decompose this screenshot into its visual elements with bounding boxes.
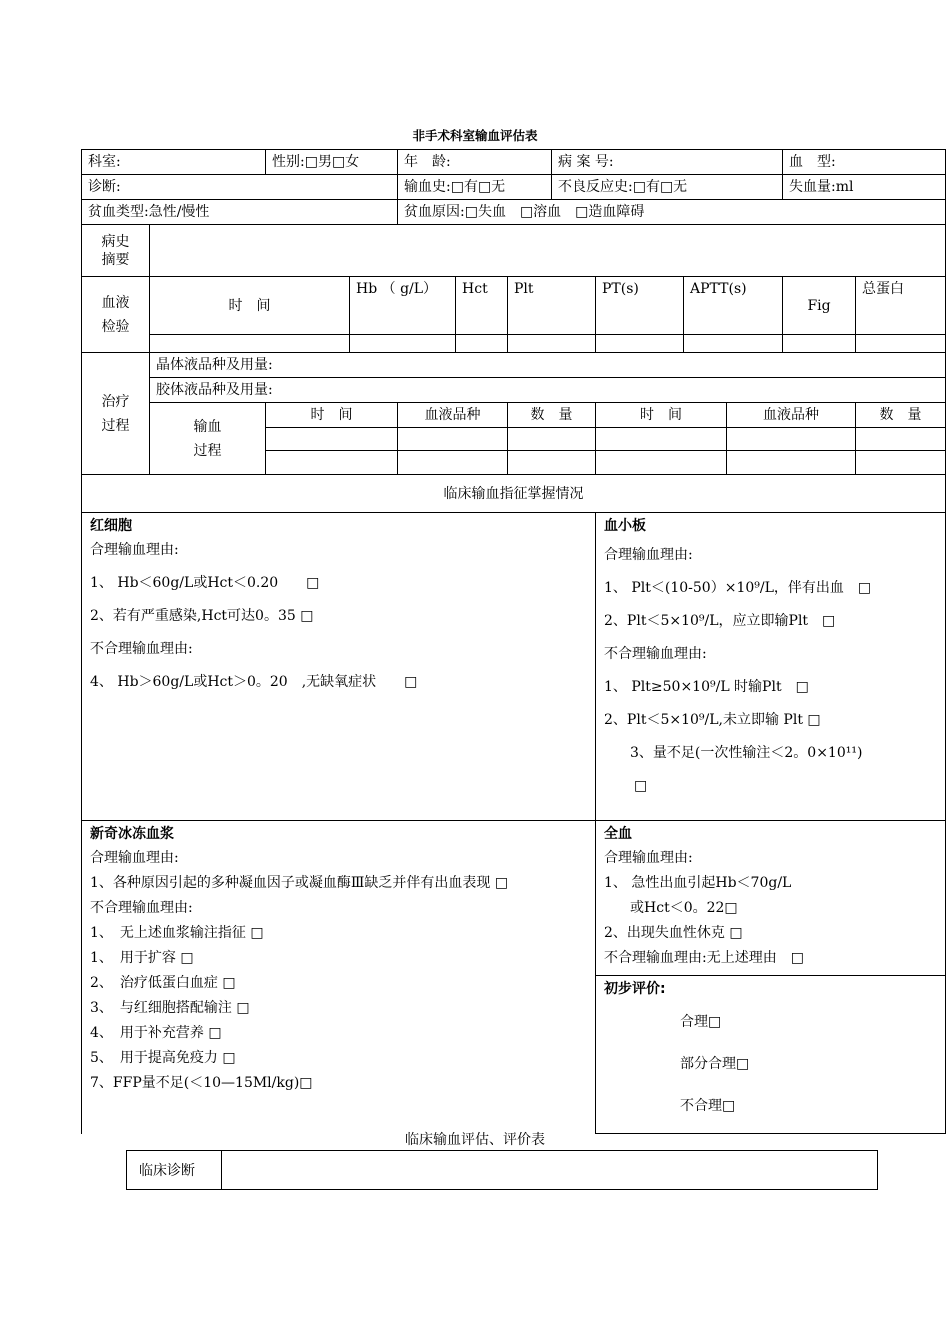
gender-cell[interactable]: 性别:□男□女: [266, 150, 398, 175]
platelet-reason-1[interactable]: 1、 Plt＜(10-50）×10⁹/L，伴有出血 □: [604, 580, 872, 596]
tx-cell[interactable]: [398, 428, 508, 451]
ffp-unreason-item[interactable]: 1、 用于扩容 □: [90, 950, 194, 966]
tx-header-time-2: 时 间: [596, 403, 727, 428]
evaluation-section: [596, 976, 946, 1134]
clinical-diagnosis-label: 临床诊断: [127, 1151, 222, 1190]
whole-blood-section: [596, 821, 946, 976]
evaluation-option-reasonable[interactable]: 合理□: [680, 1014, 722, 1030]
tx-cell[interactable]: [508, 451, 596, 475]
whole-blood-reasonable-label: 合理输血理由:: [604, 850, 693, 866]
tx-header-product-1: 血液品种: [398, 403, 508, 428]
ffp-unreason-item[interactable]: 2、 治疗低蛋白血症 □: [90, 975, 236, 991]
tx-cell[interactable]: [856, 451, 946, 475]
ffp-unreasonable-label: 不合理输血理由:: [90, 900, 193, 916]
ffp-unreason-item[interactable]: 5、 用于提高免疫力 □: [90, 1050, 236, 1066]
platelet-unreasonable-label: 不合理输血理由:: [604, 646, 707, 662]
rbc-title: 红细胞: [90, 518, 132, 534]
tx-header-qty-1: 数 量: [508, 403, 596, 428]
diagnosis-cell[interactable]: 诊断:: [82, 175, 398, 200]
rbc-reason-2[interactable]: 2、若有严重感染,Hct可达0。35 □: [90, 608, 314, 624]
indications-title: 临床输血指征掌握情况: [82, 475, 946, 513]
ffp-unreason-item[interactable]: 7、FFP量不足(＜10—15Ml/kg)□: [90, 1075, 313, 1091]
evaluation-option-partial[interactable]: 部分合理□: [680, 1056, 750, 1072]
lab-header-aptt: APTT(s): [684, 277, 783, 335]
lab-header-fig: Fig: [783, 277, 856, 335]
blood-type-cell[interactable]: 血 型:: [783, 150, 946, 175]
tx-cell[interactable]: [398, 451, 508, 475]
transfusion-history-cell[interactable]: 输血史:□有□无: [398, 175, 552, 200]
tx-cell[interactable]: [266, 451, 398, 475]
treatment-label: 治疗过程: [82, 353, 150, 475]
rbc-reason-1[interactable]: 1、 Hb＜60g/L或Hct＜0.20 □: [90, 575, 320, 591]
whole-blood-reason-2[interactable]: 2、出现失血性休克 □: [604, 925, 743, 941]
platelet-reason-2[interactable]: 2、Plt＜5×10⁹/L，应立即输Plt □: [604, 613, 836, 629]
lab-header-hb: Hb （ g/L）: [350, 277, 456, 335]
evaluation-table: [126, 1150, 878, 1190]
lab-header-pt: PT(s): [596, 277, 684, 335]
platelet-title: 血小板: [604, 518, 647, 534]
tx-cell[interactable]: [596, 428, 727, 451]
platelet-section: [596, 513, 946, 821]
ffp-section: [82, 821, 596, 1134]
whole-blood-reason-1[interactable]: 1、 急性出血引起Hb＜70g/L: [604, 875, 792, 891]
lab-label: 血液检验: [82, 277, 150, 353]
rbc-unreasonable-label: 不合理输血理由:: [90, 641, 193, 657]
tx-cell[interactable]: [727, 451, 856, 475]
ffp-title: 新奇冰冻血浆: [90, 826, 174, 842]
history-field[interactable]: [150, 225, 946, 277]
rbc-unreason-1[interactable]: 4、 Hb＞60g/L或Hct＞0。20 ,无缺氧症状 □: [90, 674, 418, 690]
rbc-reasonable-label: 合理输血理由:: [90, 542, 179, 558]
evaluation-title: 初步评价:: [604, 981, 666, 997]
adverse-history-cell[interactable]: 不良反应史:□有□无: [552, 175, 783, 200]
case-no-cell[interactable]: 病 案 号:: [552, 150, 783, 175]
ffp-unreason-item[interactable]: 4、 用于补充营养 □: [90, 1025, 222, 1041]
platelet-unreason-2[interactable]: 2、Plt＜5×10⁹/L,未立即输 Plt □: [604, 712, 821, 728]
whole-blood-reason-1b[interactable]: 或Hct＜0。22□: [630, 900, 738, 916]
whole-blood-unreasonable[interactable]: 不合理输血理由:无上述理由 □: [604, 950, 804, 966]
transfusion-form: [81, 149, 946, 1134]
tx-cell[interactable]: [727, 428, 856, 451]
platelet-unreason-1[interactable]: 1、 Plt≥50×10⁹/L 时输Plt □: [604, 679, 809, 695]
crystal-fluid-cell[interactable]: 晶体液品种及用量:: [150, 353, 946, 378]
platelet-unreason-3-checkbox[interactable]: □: [634, 778, 648, 794]
evaluation-option-unreasonable[interactable]: 不合理□: [680, 1098, 736, 1114]
dept-cell[interactable]: 科室:: [82, 150, 266, 175]
page-title: 非手术科室输血评估表: [412, 128, 538, 143]
evaluation-table-title: 临床输血评估、评价表: [405, 1132, 545, 1148]
history-label: 病史摘要: [82, 225, 150, 277]
lab-cell-total-protein[interactable]: [856, 335, 946, 353]
age-cell[interactable]: 年 龄:: [398, 150, 552, 175]
lab-header-plt: Plt: [508, 277, 596, 335]
ffp-unreason-item[interactable]: 1、 无上述血浆输注指征 □: [90, 925, 264, 941]
whole-blood-title: 全血: [604, 826, 633, 842]
platelet-reasonable-label: 合理输血理由:: [604, 547, 693, 563]
blood-loss-cell[interactable]: 失血量:ml: [783, 175, 946, 200]
lab-header-time: 时 间: [150, 277, 350, 335]
anemia-type-cell[interactable]: 贫血类型:急性/慢性: [82, 200, 398, 225]
ffp-reasonable-label: 合理输血理由:: [90, 850, 179, 866]
tx-header-qty-2: 数 量: [856, 403, 946, 428]
lab-cell-hb[interactable]: [350, 335, 456, 353]
lab-header-hct: Hct: [456, 277, 508, 335]
tx-header-time-1: 时 间: [266, 403, 398, 428]
tx-cell[interactable]: [508, 428, 596, 451]
lab-cell-aptt[interactable]: [684, 335, 783, 353]
anemia-cause-cell[interactable]: 贫血原因:□失血 □溶血 □造血障碍: [398, 200, 946, 225]
lab-cell-pt[interactable]: [596, 335, 684, 353]
tx-cell[interactable]: [856, 428, 946, 451]
lab-cell-hct[interactable]: [456, 335, 508, 353]
lab-cell-plt[interactable]: [508, 335, 596, 353]
lab-cell-fig[interactable]: [783, 335, 856, 353]
tx-header-product-2: 血液品种: [727, 403, 856, 428]
ffp-reason-1[interactable]: 1、各种原因引起的多种凝血因子或凝血酶Ⅲ缺乏并伴有出血表现 □: [90, 875, 509, 891]
colloid-fluid-cell[interactable]: 胶体液品种及用量:: [150, 378, 946, 403]
transfusion-process-label: 输血过程: [150, 403, 266, 475]
lab-cell-time[interactable]: [150, 335, 350, 353]
tx-cell[interactable]: [596, 451, 727, 475]
rbc-section: [82, 513, 596, 821]
ffp-unreason-item[interactable]: 3、 与红细胞搭配输注 □: [90, 1000, 250, 1016]
tx-cell[interactable]: [266, 428, 398, 451]
platelet-unreason-3[interactable]: 3、量不足(一次性输注＜2。0×10¹¹): [630, 745, 863, 761]
lab-header-total-protein: 总蛋白: [856, 277, 946, 335]
clinical-diagnosis-field[interactable]: [222, 1151, 878, 1190]
